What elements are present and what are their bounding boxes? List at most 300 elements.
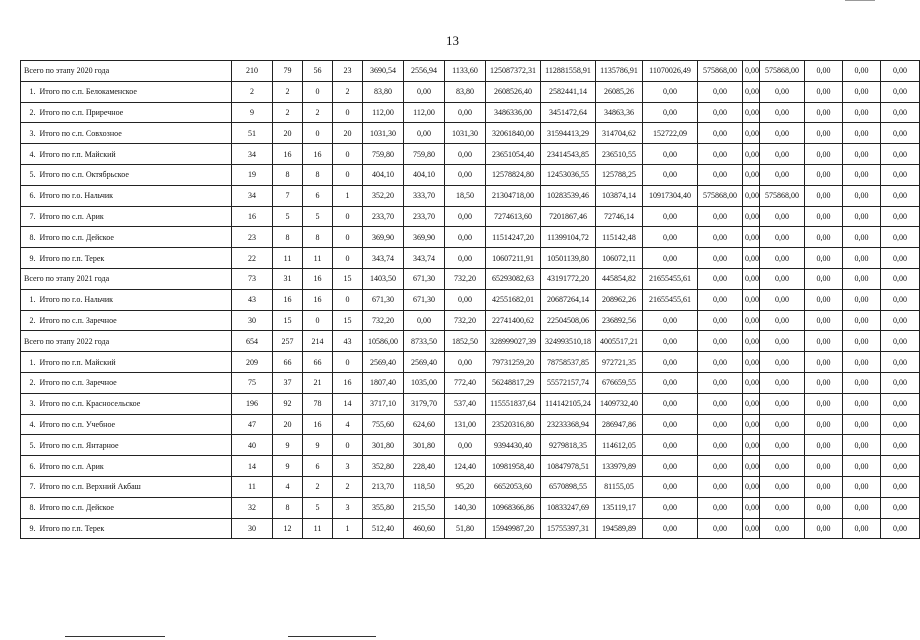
row-label: Итого по г.о. Нальчик: [38, 185, 232, 206]
table-row: [21, 123, 920, 144]
row-index: 2.: [21, 310, 38, 331]
table-cell: 0,00: [743, 352, 760, 373]
table-row: [21, 372, 920, 393]
table-cell: 1031,30: [445, 123, 486, 144]
table-cell: 0,00: [643, 102, 698, 123]
table-row: [21, 352, 920, 373]
table-cell: 0,00: [743, 456, 760, 477]
table-cell: 0,00: [743, 164, 760, 185]
table-cell: 5: [303, 497, 333, 518]
table-cell: 0,00: [445, 144, 486, 165]
table-cell: 0,00: [743, 61, 760, 82]
table-cell: 575868,00: [760, 185, 805, 206]
table-cell: 0,00: [698, 206, 743, 227]
table-cell: 0,00: [881, 61, 920, 82]
row-index: 8.: [21, 227, 38, 248]
table-cell: 56248817,29: [486, 372, 541, 393]
table-cell: 3690,54: [363, 61, 404, 82]
table-row: [21, 206, 920, 227]
table-cell: 0,00: [881, 352, 920, 373]
table-cell: 152722,09: [643, 123, 698, 144]
table-cell: 0,00: [698, 497, 743, 518]
table-cell: 208962,26: [596, 289, 643, 310]
table-cell: 16: [303, 268, 333, 289]
row-label: Итого по с.п. Приречное: [38, 102, 232, 123]
row-label: Всего по этапу 2022 года: [21, 331, 232, 352]
table-cell: 0,00: [643, 331, 698, 352]
table-cell: 0,00: [881, 81, 920, 102]
table-cell: 0,00: [643, 227, 698, 248]
table-cell: 196: [232, 393, 273, 414]
table-cell: 0,00: [643, 372, 698, 393]
table-cell: 0,00: [445, 248, 486, 269]
table-cell: 0,00: [760, 248, 805, 269]
table-cell: 1852,50: [445, 331, 486, 352]
row-label: Итого по с.п. Красносельское: [38, 393, 232, 414]
row-label: Итого по с.п. Дейское: [38, 497, 232, 518]
table-cell: 115551837,64: [486, 393, 541, 414]
row-index: 2.: [21, 102, 38, 123]
table-row: [21, 476, 920, 497]
table-cell: 8: [303, 227, 333, 248]
table-cell: 575868,00: [698, 185, 743, 206]
table-cell: 0,00: [881, 185, 920, 206]
table-cell: 16: [303, 289, 333, 310]
table-cell: 343,74: [363, 248, 404, 269]
table-cell: 8: [273, 497, 303, 518]
row-label: Всего по этапу 2020 года: [21, 61, 232, 82]
table-cell: 47: [232, 414, 273, 435]
table-cell: 2: [273, 81, 303, 102]
table-cell: 43: [333, 331, 363, 352]
table-cell: 8: [273, 227, 303, 248]
table-cell: 0,00: [881, 227, 920, 248]
table-cell: 0,00: [843, 352, 881, 373]
row-index: 2.: [21, 372, 38, 393]
row-index: 7.: [21, 476, 38, 497]
row-label: Всего по этапу 2021 года: [21, 268, 232, 289]
table-cell: 34863,36: [596, 102, 643, 123]
table-cell: 0,00: [643, 435, 698, 456]
table-cell: 2: [333, 476, 363, 497]
table-cell: 0,00: [445, 289, 486, 310]
table-cell: 7274613,60: [486, 206, 541, 227]
table-cell: 21304718,00: [486, 185, 541, 206]
table-cell: 11070026,49: [643, 61, 698, 82]
table-cell: 0,00: [760, 414, 805, 435]
table-cell: 236892,56: [596, 310, 643, 331]
table-cell: 0,00: [843, 456, 881, 477]
table-cell: 0,00: [805, 227, 843, 248]
table-cell: 23: [333, 61, 363, 82]
table-cell: 0,00: [805, 352, 843, 373]
row-index: 6.: [21, 185, 38, 206]
table-cell: 0,00: [881, 331, 920, 352]
table-cell: 369,90: [404, 227, 445, 248]
table-cell: 11: [273, 248, 303, 269]
table-cell: 2556,94: [404, 61, 445, 82]
table-cell: 0,00: [805, 393, 843, 414]
table-cell: 6: [303, 456, 333, 477]
table-cell: 0,00: [743, 185, 760, 206]
table-row: [21, 144, 920, 165]
table-cell: 8733,50: [404, 331, 445, 352]
table-cell: 1403,50: [363, 268, 404, 289]
table-cell: 31594413,29: [541, 123, 596, 144]
table-cell: 1031,30: [363, 123, 404, 144]
row-index: 7.: [21, 206, 38, 227]
table-cell: 0,00: [643, 81, 698, 102]
table-cell: 114142105,24: [541, 393, 596, 414]
table-cell: 23651054,40: [486, 144, 541, 165]
table-cell: 0,00: [760, 144, 805, 165]
table-cell: 0,00: [881, 102, 920, 123]
table-cell: 112881558,91: [541, 61, 596, 82]
table-cell: 16: [303, 144, 333, 165]
table-cell: 0,00: [805, 372, 843, 393]
table-cell: 0,00: [805, 102, 843, 123]
table-cell: 34: [232, 144, 273, 165]
table-row: [21, 310, 920, 331]
table-cell: 21655455,61: [643, 289, 698, 310]
table-cell: 0: [303, 310, 333, 331]
table-cell: 0,00: [843, 331, 881, 352]
table-cell: 95,20: [445, 476, 486, 497]
table-cell: 115142,48: [596, 227, 643, 248]
table-cell: 0,00: [805, 123, 843, 144]
table-cell: 0,00: [404, 310, 445, 331]
table-cell: 0: [333, 206, 363, 227]
table-cell: 0,00: [881, 206, 920, 227]
table-cell: 2608526,40: [486, 81, 541, 102]
table-cell: 19: [232, 164, 273, 185]
row-index: 6.: [21, 456, 38, 477]
row-label: Итого по г.п. Терек: [38, 248, 232, 269]
table-cell: 0,00: [698, 352, 743, 373]
table-cell: 6: [303, 185, 333, 206]
table-cell: 0,00: [698, 123, 743, 144]
table-cell: 11: [303, 248, 333, 269]
table-cell: 11: [232, 476, 273, 497]
table-cell: 0,00: [698, 393, 743, 414]
table-cell: 215,50: [404, 497, 445, 518]
table-cell: 460,60: [404, 518, 445, 539]
table-cell: 0,00: [881, 372, 920, 393]
table-cell: 9394430,40: [486, 435, 541, 456]
table-cell: 233,70: [404, 206, 445, 227]
table-cell: 23: [232, 227, 273, 248]
table-cell: 671,30: [404, 268, 445, 289]
table-cell: 2569,40: [404, 352, 445, 373]
table-cell: 0,00: [805, 518, 843, 539]
table-cell: 0,00: [743, 372, 760, 393]
table-cell: 6652053,60: [486, 476, 541, 497]
table-cell: 9: [232, 102, 273, 123]
table-cell: 0,00: [698, 331, 743, 352]
table-cell: 18,50: [445, 185, 486, 206]
row-label: Итого по с.п. Заречное: [38, 372, 232, 393]
table-cell: 0,00: [698, 372, 743, 393]
table-cell: 314704,62: [596, 123, 643, 144]
row-label: Итого по с.п. Верхний Акбаш: [38, 476, 232, 497]
table-cell: 0,00: [760, 81, 805, 102]
table-cell: 772,40: [445, 372, 486, 393]
table-cell: 106072,11: [596, 248, 643, 269]
table-cell: 124,40: [445, 456, 486, 477]
row-index: 4.: [21, 144, 38, 165]
table-cell: 8: [303, 164, 333, 185]
table-cell: 0: [333, 289, 363, 310]
table-cell: 10968366,86: [486, 497, 541, 518]
table-cell: 333,70: [404, 185, 445, 206]
table-cell: 51: [232, 123, 273, 144]
table-row: [21, 393, 920, 414]
table-cell: 0,00: [843, 144, 881, 165]
table-cell: 0,00: [881, 456, 920, 477]
table-cell: 16: [273, 289, 303, 310]
table-cell: 228,40: [404, 456, 445, 477]
table-cell: 133979,89: [596, 456, 643, 477]
table-cell: 79731259,20: [486, 352, 541, 373]
table-cell: 118,50: [404, 476, 445, 497]
table-cell: 759,80: [404, 144, 445, 165]
row-label: Итого по с.п. Янтарное: [38, 435, 232, 456]
row-index: 5.: [21, 164, 38, 185]
table-cell: 0: [333, 144, 363, 165]
table-cell: 42551682,01: [486, 289, 541, 310]
row-label: Итого по г.п. Терек: [38, 518, 232, 539]
table-cell: 75: [232, 372, 273, 393]
table-cell: 654: [232, 331, 273, 352]
footer-rule-left: [65, 636, 165, 637]
table-cell: 12578824,80: [486, 164, 541, 185]
table-cell: 14: [232, 456, 273, 477]
table-cell: 15: [333, 268, 363, 289]
table-cell: 0,00: [805, 185, 843, 206]
table-cell: 21: [303, 372, 333, 393]
table-cell: 114612,05: [596, 435, 643, 456]
row-label: Итого по с.п. Белокаменское: [38, 81, 232, 102]
table-cell: 10586,00: [363, 331, 404, 352]
table-row: [21, 289, 920, 310]
table-cell: 0,00: [881, 268, 920, 289]
row-label: Итого по г.п. Майский: [38, 352, 232, 373]
table-cell: 1807,40: [363, 372, 404, 393]
table-cell: 343,74: [404, 248, 445, 269]
table-cell: 12: [273, 518, 303, 539]
table-cell: 0,00: [698, 102, 743, 123]
table-cell: 30: [232, 310, 273, 331]
table-cell: 0,00: [698, 435, 743, 456]
table-cell: 755,60: [363, 414, 404, 435]
table-row: [21, 435, 920, 456]
table-cell: 22741400,62: [486, 310, 541, 331]
table-cell: 0,00: [881, 414, 920, 435]
table-cell: 0,00: [805, 61, 843, 82]
table-cell: 0,00: [805, 164, 843, 185]
table-cell: 0,00: [805, 414, 843, 435]
table-cell: 0,00: [805, 476, 843, 497]
table-cell: 30: [232, 518, 273, 539]
table-cell: 7201867,46: [541, 206, 596, 227]
table-cell: 1035,00: [404, 372, 445, 393]
table-cell: 16: [333, 372, 363, 393]
table-cell: 10607211,91: [486, 248, 541, 269]
table-cell: 0,00: [760, 268, 805, 289]
table-cell: 0,00: [643, 456, 698, 477]
table-cell: 0,00: [881, 123, 920, 144]
table-cell: 0: [333, 164, 363, 185]
table-cell: 0,00: [881, 497, 920, 518]
table-cell: 0,00: [843, 206, 881, 227]
table-cell: 0,00: [743, 123, 760, 144]
table-cell: 0,00: [881, 289, 920, 310]
table-cell: 6570898,55: [541, 476, 596, 497]
table-cell: 624,60: [404, 414, 445, 435]
table-cell: 0,00: [743, 289, 760, 310]
table-cell: 20687264,14: [541, 289, 596, 310]
table-cell: 575868,00: [698, 61, 743, 82]
table-cell: 31: [273, 268, 303, 289]
table-row-total: [21, 268, 920, 289]
table-cell: 131,00: [445, 414, 486, 435]
table-cell: 8: [273, 164, 303, 185]
table-cell: 0,00: [843, 372, 881, 393]
table-cell: 0: [303, 123, 333, 144]
table-cell: 0,00: [743, 476, 760, 497]
table-cell: 10981958,40: [486, 456, 541, 477]
table-cell: 0,00: [760, 123, 805, 144]
table-cell: 78: [303, 393, 333, 414]
table-cell: 55572157,74: [541, 372, 596, 393]
table-cell: 79: [273, 61, 303, 82]
row-index: 9.: [21, 248, 38, 269]
table-cell: 43: [232, 289, 273, 310]
table-cell: 1135786,91: [596, 61, 643, 82]
table-cell: 732,20: [363, 310, 404, 331]
table-row: [21, 518, 920, 539]
table-cell: 11399104,72: [541, 227, 596, 248]
table-cell: 0,00: [643, 248, 698, 269]
table-cell: 22: [232, 248, 273, 269]
table-cell: 20: [273, 414, 303, 435]
table-row: [21, 248, 920, 269]
row-label: Итого по г.п. Майский: [38, 144, 232, 165]
table-cell: 2582441,14: [541, 81, 596, 102]
table-cell: 0,00: [743, 518, 760, 539]
table-row: [21, 456, 920, 477]
table-cell: 671,30: [363, 289, 404, 310]
table-cell: 4005517,21: [596, 331, 643, 352]
table-cell: 0,00: [843, 435, 881, 456]
table-cell: 0,00: [881, 310, 920, 331]
table-cell: 0,00: [843, 518, 881, 539]
table-cell: 575868,00: [760, 61, 805, 82]
row-index: 1.: [21, 81, 38, 102]
table-cell: 537,40: [445, 393, 486, 414]
table-cell: 286947,86: [596, 414, 643, 435]
table-cell: 10833247,69: [541, 497, 596, 518]
table-cell: 301,80: [363, 435, 404, 456]
table-cell: 2: [303, 476, 333, 497]
table-cell: 0,00: [760, 456, 805, 477]
table-cell: 0,00: [643, 518, 698, 539]
table-cell: 72746,14: [596, 206, 643, 227]
table-cell: 11514247,20: [486, 227, 541, 248]
table-cell: 43191772,20: [541, 268, 596, 289]
table-cell: 404,10: [404, 164, 445, 185]
table-cell: 0,00: [698, 456, 743, 477]
table-cell: 3717,10: [363, 393, 404, 414]
row-label: Итого по с.п. Дейское: [38, 227, 232, 248]
table-cell: 0,00: [743, 310, 760, 331]
table-body: [21, 61, 920, 539]
table-cell: 15949987,20: [486, 518, 541, 539]
table-cell: 759,80: [363, 144, 404, 165]
table-cell: 233,70: [363, 206, 404, 227]
table-cell: 9279818,35: [541, 435, 596, 456]
table-cell: 5: [273, 206, 303, 227]
table-cell: 0,00: [698, 81, 743, 102]
table-cell: 0,00: [843, 289, 881, 310]
table-cell: 4: [273, 476, 303, 497]
table-cell: 0,00: [843, 268, 881, 289]
table-cell: 23233368,94: [541, 414, 596, 435]
table-cell: 0,00: [805, 331, 843, 352]
table-cell: 2: [303, 102, 333, 123]
table-cell: 73: [232, 268, 273, 289]
table-cell: 16: [303, 414, 333, 435]
table-cell: 301,80: [404, 435, 445, 456]
table-cell: 324993510,18: [541, 331, 596, 352]
table-cell: 0: [333, 435, 363, 456]
table-cell: 0,00: [760, 352, 805, 373]
table-cell: 10847978,51: [541, 456, 596, 477]
table-cell: 23414543,85: [541, 144, 596, 165]
table-cell: 83,80: [445, 81, 486, 102]
table-cell: 236510,55: [596, 144, 643, 165]
table-cell: 0,00: [760, 289, 805, 310]
table-cell: 0,00: [881, 164, 920, 185]
table-cell: 0,00: [743, 144, 760, 165]
table-cell: 14: [333, 393, 363, 414]
table-cell: 0,00: [843, 310, 881, 331]
table-cell: 404,10: [363, 164, 404, 185]
table-cell: 0,00: [805, 310, 843, 331]
table-cell: 0,00: [805, 248, 843, 269]
table-cell: 0,00: [643, 164, 698, 185]
table-cell: 3486336,00: [486, 102, 541, 123]
table-cell: 257: [273, 331, 303, 352]
table-cell: 0,00: [643, 497, 698, 518]
table-cell: 0,00: [760, 497, 805, 518]
table-cell: 0,00: [743, 268, 760, 289]
table-cell: 732,20: [445, 268, 486, 289]
row-index: 5.: [21, 435, 38, 456]
table-cell: 0,00: [743, 414, 760, 435]
table-row-total: [21, 331, 920, 352]
table-cell: 0,00: [643, 414, 698, 435]
table-cell: 0,00: [805, 81, 843, 102]
table-cell: 12453036,55: [541, 164, 596, 185]
table-cell: 0: [333, 352, 363, 373]
table-cell: 0,00: [743, 497, 760, 518]
table-cell: 3: [333, 497, 363, 518]
table-cell: 0,00: [643, 476, 698, 497]
table-cell: 66: [273, 352, 303, 373]
table-cell: 0,00: [698, 227, 743, 248]
table-cell: 15: [273, 310, 303, 331]
